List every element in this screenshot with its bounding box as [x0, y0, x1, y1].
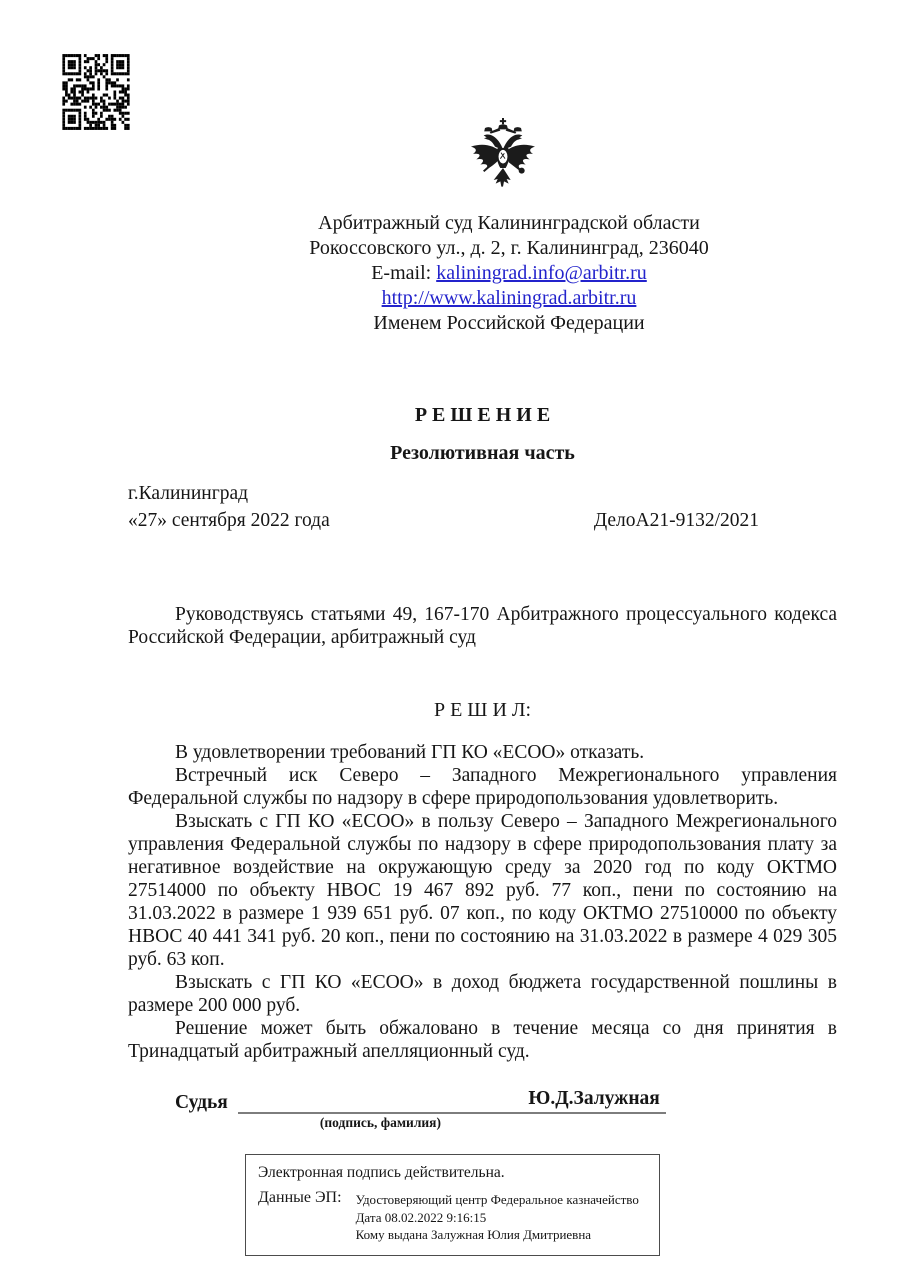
- signature-caption: (подпись, фамилия): [319, 1115, 441, 1130]
- esign-date: Дата 08.02.2022 9:16:15: [355, 1209, 487, 1225]
- body-paragraph: Взыскать с ГП КО «ЕСОО» в доход бюджета государственной пошлины в размере 200 000 руб.: [128, 972, 837, 1016]
- qr-code-icon: [57, 48, 135, 136]
- signature-row: [128, 1088, 837, 1130]
- court-website-line: [128, 286, 890, 311]
- body-paragraph: Взыскать с ГП КО «ЕСОО» в пользу Северо – Западного Межрегионального управления Федеральной службы по надзору в сфере природопользования плату за негативное воздействие на окружающую среду за 2020 год по коду ОКТМО 27514000 по объекту НВОС 19 467 892 руб. 77 коп., пени по состоянию на 31.03.2022 в размере 1 939 651 руб. 07 коп., по коду ОКТМО 27510000 по объекту НВОС 40 441 341 руб. 20 коп., пени по состоянию на 31.03.2022 в размере 4 029 305 руб. 63 коп.: [128, 811, 837, 970]
- resolution-paragraphs: [128, 741, 837, 1063]
- esign-valid-text: Электронная подпись действительна.: [258, 1164, 505, 1181]
- body-paragraph: Встречный иск Северо – Западного Межрегионального управления Федеральной службы по надзору в сфере природопользования удовлетворить.: [128, 765, 837, 809]
- document-body: [128, 403, 837, 1256]
- preamble-paragraph: Руководствуясь статьями 49, 167-170 Арбитражного процессуального кодекса Российской Федерации, арбитражный суд: [128, 604, 837, 648]
- city-line: г.Калининград: [128, 483, 249, 504]
- court-email-link[interactable]: kaliningrad.info@arbitr.ru: [436, 262, 647, 284]
- case-number: ДелоА21-9132/2021: [593, 510, 759, 531]
- court-website-link[interactable]: http://www.kaliningrad.arbitr.ru: [381, 287, 637, 309]
- court-email-line: [128, 261, 890, 286]
- judge-name: Ю.Д.Залужная: [528, 1088, 660, 1109]
- russian-coat-of-arms-icon: [463, 111, 543, 197]
- body-paragraph: Решение может быть обжаловано в течение месяца со дня принятия в Тринадцатый арбитражный апелляционный суд.: [128, 1018, 837, 1062]
- esign-certifying-center: Удостоверяющий центр Федеральное казначейство: [355, 1192, 639, 1207]
- court-address: Рокоссовского ул., д. 2, г. Калининград, 236040: [309, 237, 709, 259]
- esign-issued-to: Кому выдана Залужная Юлия Дмитриевна: [355, 1227, 592, 1242]
- decision-subtitle: Резолютивная часть: [390, 442, 575, 464]
- email-label: E-mail:: [371, 262, 437, 284]
- court-name: Арбитражный суд Калининградской области: [318, 212, 700, 234]
- judge-label: Судья: [175, 1092, 228, 1113]
- esign-data-label: Данные ЭП:: [258, 1189, 342, 1206]
- in-the-name-line: Именем Российской Федерации: [373, 312, 645, 334]
- date-case-row: [128, 509, 837, 533]
- resolution-heading: Р Е Ш И Л:: [433, 699, 532, 721]
- esign-data-row: [258, 1189, 647, 1244]
- esign-details: [356, 1189, 639, 1244]
- signature-line: [238, 1088, 666, 1130]
- body-paragraph: В удовлетворении требований ГП КО «ЕСОО» отказать.: [175, 742, 645, 763]
- decision-date: «27» сентября 2022 года: [128, 510, 330, 531]
- electronic-signature-box: [245, 1154, 660, 1256]
- court-header: [128, 211, 890, 336]
- decision-title: Р Е Ш Е Н И Е: [414, 404, 551, 426]
